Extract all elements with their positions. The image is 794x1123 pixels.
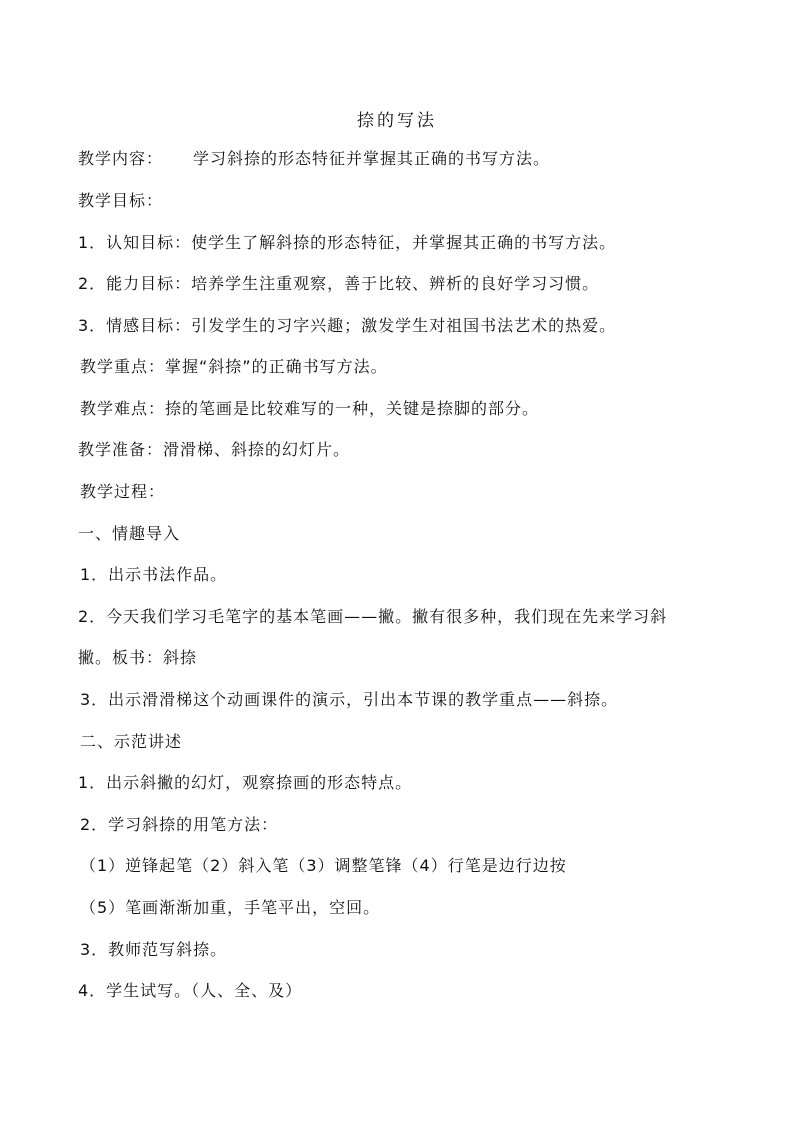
intro-item-1: 1．出示书法作品。: [80, 565, 228, 584]
demo-item-4: 4．学生试写。（人、全、及）: [78, 981, 303, 1000]
process-heading: 教学过程：: [80, 482, 166, 501]
key-point: 教学重点：掌握“斜捺”的正确书写方法。: [80, 357, 388, 376]
teaching-content-text: 学习斜捺的形态特征并掌握其正确的书写方法。: [193, 149, 551, 168]
demo-item-3: 3．教师范写斜捺。: [80, 940, 228, 959]
teaching-content-label: 教学内容：: [78, 149, 164, 168]
goal-ability: 2．能力目标：培养学生注重观察，善于比较、辨析的良好学习习惯。: [78, 274, 600, 293]
intro-item-2-continued: 撇。板书：斜捺: [78, 648, 198, 667]
goals-heading: 教学目标：: [78, 191, 164, 210]
demo-steps-line-2: （5）笔画渐渐加重，手笔平出，空回。: [80, 898, 381, 917]
teaching-content-line: [78, 148, 550, 170]
demo-item-2: 2．学习斜捺的用笔方法：: [80, 815, 279, 834]
section-demo-heading: 二、示范讲述: [80, 732, 183, 751]
preparation: 教学准备：滑滑梯、斜捺的幻灯片。: [78, 440, 351, 459]
goal-emotion: 3．情感目标：引发学生的习字兴趣；激发学生对祖国书法艺术的热爱。: [78, 316, 617, 335]
document-title: 捺的写法: [357, 111, 437, 131]
intro-item-2: 2．今天我们学习毛笔字的基本笔画——撇。撇有很多种，我们现在先来学习斜: [78, 607, 668, 626]
demo-steps-line-1: （1）逆锋起笔（2）斜入笔（3）调整笔锋（4）行笔是边行边按: [80, 856, 567, 875]
difficulty: 教学难点：捺的笔画是比较难写的一种，关键是捺脚的部分。: [80, 399, 540, 418]
section-intro-heading: 一、情趣导入: [78, 524, 181, 543]
goal-cognitive: 1．认知目标：使学生了解斜捺的形态特征，并掌握其正确的书写方法。: [78, 233, 617, 252]
intro-item-3: 3．出示滑滑梯这个动画课件的演示，引出本节课的教学重点——斜捺。: [80, 690, 619, 709]
demo-item-1: 1．出示斜撇的幻灯，观察捺画的形态特点。: [78, 773, 413, 792]
